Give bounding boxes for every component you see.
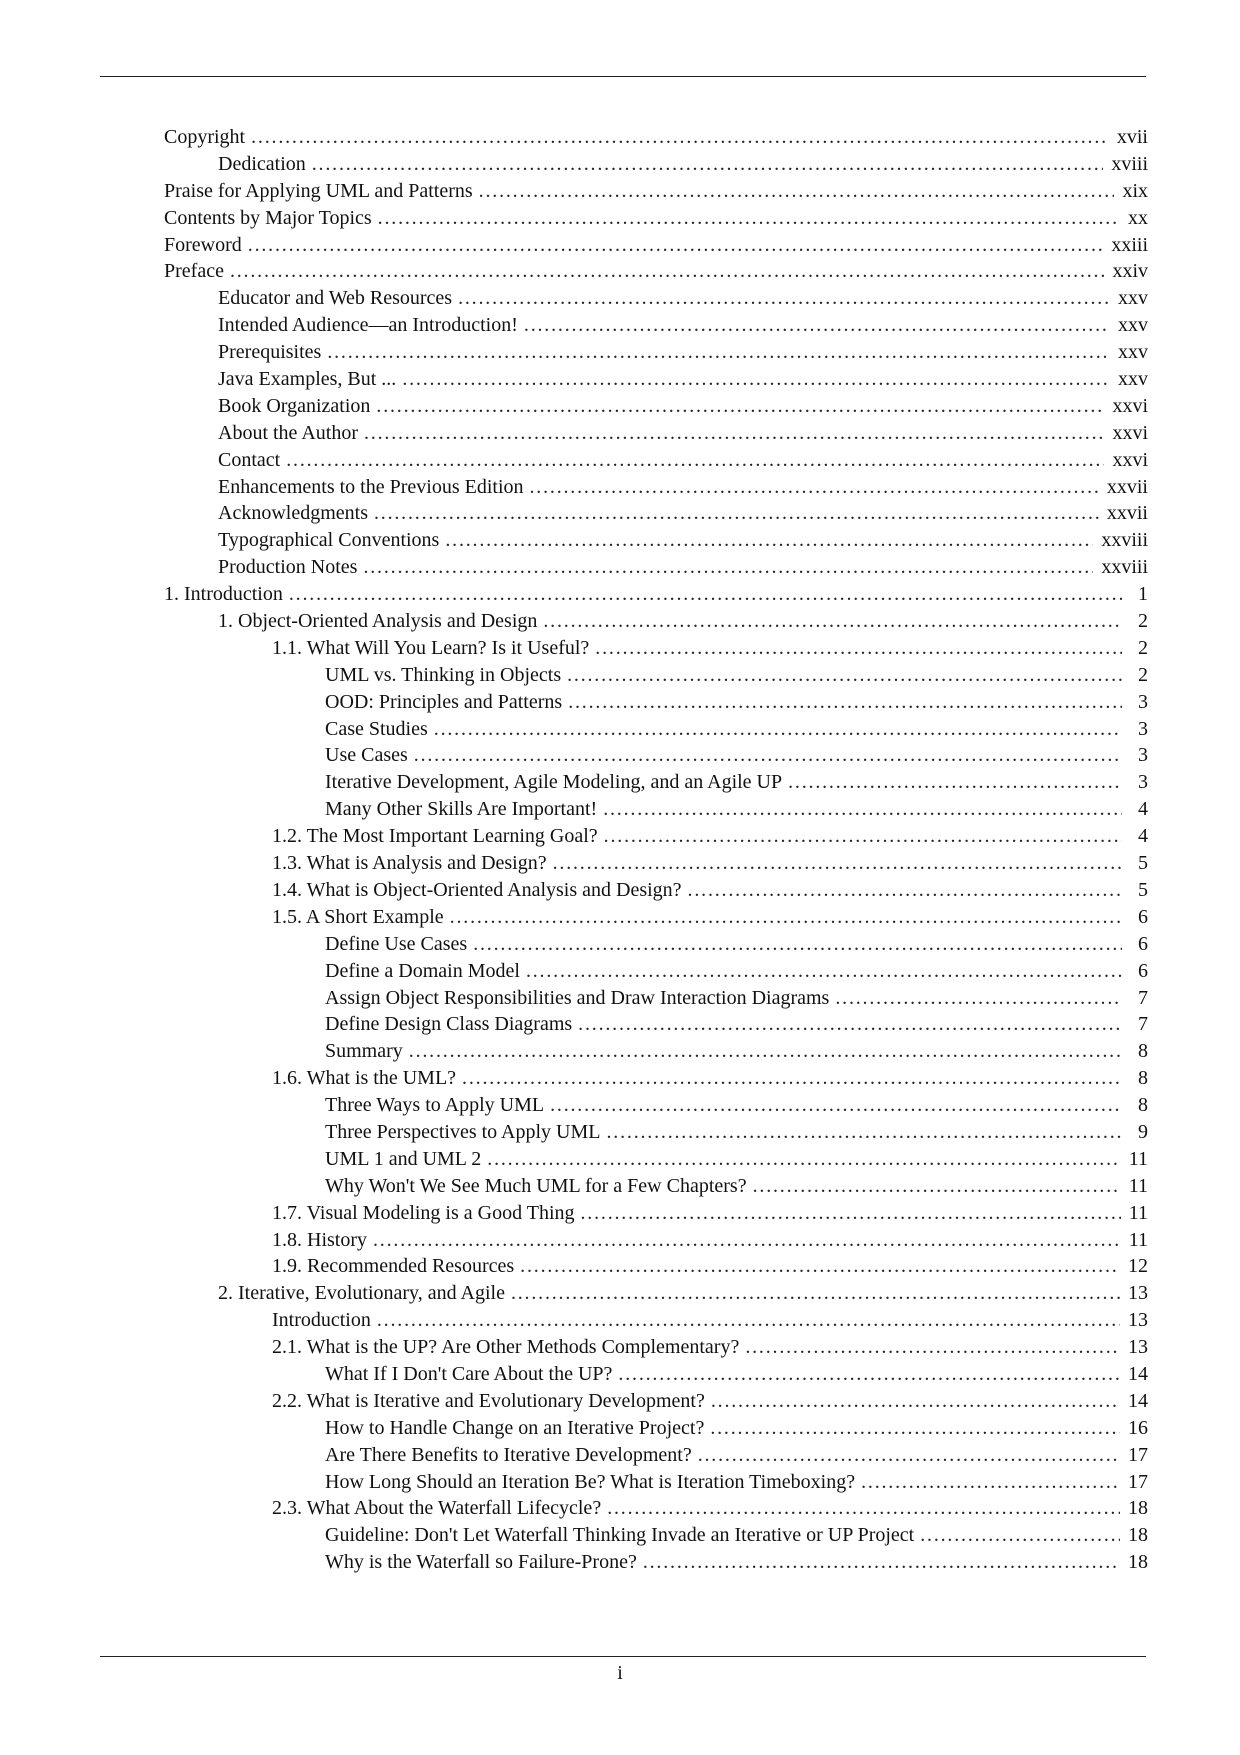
- toc-entry-page-number: 3: [1138, 744, 1148, 767]
- toc-entry-title: Contents by Major Topics: [164, 206, 372, 229]
- toc-entry[interactable]: [164, 769, 1148, 796]
- toc-entry-page-number: 8: [1138, 1040, 1148, 1063]
- toc-entry-title: Contact: [218, 448, 281, 471]
- toc-entry-page-number: 3: [1138, 717, 1148, 740]
- toc-entry[interactable]: [164, 1146, 1148, 1173]
- toc-entry[interactable]: [164, 178, 1148, 205]
- toc-entry-title: Production Notes: [218, 556, 358, 579]
- toc-entry[interactable]: [164, 931, 1148, 958]
- toc-entry-page-number: 11: [1128, 1147, 1148, 1170]
- toc-entry-page-number: 11: [1128, 1174, 1148, 1197]
- dot-leader: [567, 662, 1122, 689]
- dot-leader: [327, 339, 1110, 366]
- dot-leader: [753, 1173, 1121, 1200]
- toc-entry-title: Many Other Skills Are Important!: [325, 798, 598, 821]
- dot-leader: [553, 850, 1122, 877]
- toc-entry-title: Iterative Development, Agile Modeling, and an Agile UP: [325, 771, 783, 794]
- dot-leader: [487, 1146, 1120, 1173]
- toc-entry-page-number: 2: [1138, 610, 1148, 633]
- dot-leader: [511, 1280, 1120, 1307]
- dot-leader: [414, 742, 1122, 769]
- toc-entry-page-number: xxiii: [1111, 233, 1148, 256]
- toc-entry[interactable]: [164, 635, 1148, 662]
- toc-entry-title: 1.4. What is Object-Oriented Analysis and Design?: [272, 878, 682, 901]
- dot-leader: [458, 285, 1110, 312]
- toc-entry-page-number: 16: [1128, 1416, 1148, 1439]
- toc-entry-page-number: xxvi: [1112, 448, 1148, 471]
- dot-leader: [530, 474, 1099, 501]
- toc-entry[interactable]: [164, 1549, 1148, 1576]
- toc-entry-title: Three Ways to Apply UML: [325, 1094, 545, 1117]
- toc-entry-page-number: 5: [1138, 852, 1148, 875]
- toc-entry[interactable]: [164, 1469, 1148, 1496]
- toc-entry[interactable]: [164, 474, 1148, 501]
- page-number: i: [617, 1662, 623, 1684]
- toc-entry[interactable]: [164, 1065, 1148, 1092]
- toc-entry-page-number: xxvii: [1106, 502, 1148, 525]
- dot-leader: [835, 985, 1122, 1012]
- toc-entry-page-number: xxv: [1118, 341, 1148, 364]
- toc-entry[interactable]: [164, 823, 1148, 850]
- dot-leader: [312, 151, 1104, 178]
- toc-entry-title: UML 1 and UML 2: [325, 1147, 482, 1170]
- toc-entry[interactable]: [164, 447, 1148, 474]
- toc-entry-page-number: 4: [1138, 798, 1148, 821]
- toc-entry[interactable]: [164, 1334, 1148, 1361]
- toc-entry-page-number: 8: [1138, 1067, 1148, 1090]
- toc-entry-page-number: xxv: [1118, 314, 1148, 337]
- toc-entry[interactable]: [164, 850, 1148, 877]
- dot-leader: [402, 366, 1110, 393]
- toc-entry[interactable]: [164, 420, 1148, 447]
- toc-entry-page-number: 3: [1138, 771, 1148, 794]
- dot-leader: [618, 1361, 1120, 1388]
- toc-entry-title: Introduction: [272, 1309, 371, 1332]
- toc-entry-title: Preface: [164, 260, 224, 283]
- dot-leader: [568, 689, 1122, 716]
- toc-entry[interactable]: [164, 716, 1148, 743]
- toc-entry-title: 1.7. Visual Modeling is a Good Thing: [272, 1201, 575, 1224]
- toc-entry[interactable]: [164, 205, 1148, 232]
- toc-entry-title: Dedication: [218, 152, 306, 175]
- toc-entry-page-number: xxviii: [1101, 556, 1148, 579]
- dot-leader: [434, 716, 1122, 743]
- toc-entry-title: Are There Benefits to Iterative Development?: [325, 1443, 692, 1466]
- toc-entry-title: 1.2. The Most Important Learning Goal?: [272, 825, 598, 848]
- dot-leader: [378, 205, 1120, 232]
- toc-entry-title: 2.2. What is Iterative and Evolutionary Development?: [272, 1389, 705, 1412]
- dot-leader: [462, 1065, 1122, 1092]
- dot-leader: [248, 232, 1104, 259]
- toc-entry-page-number: xix: [1122, 179, 1148, 202]
- dot-leader: [595, 635, 1122, 662]
- toc-entry[interactable]: [164, 742, 1148, 769]
- toc-entry-page-number: xxv: [1118, 287, 1148, 310]
- toc-entry-title: Define a Domain Model: [325, 959, 520, 982]
- toc-entry[interactable]: [164, 689, 1148, 716]
- toc-entry[interactable]: [164, 285, 1148, 312]
- toc-entry-page-number: 18: [1128, 1497, 1148, 1520]
- toc-entry[interactable]: [164, 1307, 1148, 1334]
- toc-entry-title: Educator and Web Resources: [218, 287, 453, 310]
- toc-entry-page-number: xxviii: [1101, 529, 1148, 552]
- dot-leader: [520, 1253, 1120, 1280]
- toc-entry[interactable]: [164, 232, 1148, 259]
- toc-entry[interactable]: [164, 1038, 1148, 1065]
- toc-entry-title: Praise for Applying UML and Patterns: [164, 179, 473, 202]
- toc-entry-title: Why is the Waterfall so Failure-Prone?: [325, 1551, 637, 1574]
- toc-entry-page-number: 5: [1138, 878, 1148, 901]
- dot-leader: [377, 1307, 1120, 1334]
- toc-entry-title: 1.8. History: [272, 1228, 367, 1251]
- dot-leader: [788, 769, 1122, 796]
- toc-entry[interactable]: [164, 258, 1148, 285]
- dot-leader: [526, 958, 1122, 985]
- toc-entry[interactable]: [164, 796, 1148, 823]
- dot-leader: [251, 124, 1109, 151]
- toc-entry-title: 1.9. Recommended Resources: [272, 1255, 515, 1278]
- toc-entry-page-number: 18: [1128, 1551, 1148, 1574]
- toc-entry-page-number: 2: [1138, 663, 1148, 686]
- toc-entry-title: 1.3. What is Analysis and Design?: [272, 852, 547, 875]
- toc-entry-title: OOD: Principles and Patterns: [325, 690, 563, 713]
- toc-entry-title: Define Use Cases: [325, 932, 468, 955]
- toc-entry[interactable]: [164, 1415, 1148, 1442]
- toc-entry-title: Typographical Conventions: [218, 529, 440, 552]
- toc-entry[interactable]: [164, 527, 1148, 554]
- toc-entry[interactable]: [164, 904, 1148, 931]
- dot-leader: [374, 500, 1099, 527]
- toc-entry[interactable]: [164, 151, 1148, 178]
- dot-leader: [643, 1549, 1120, 1576]
- dot-leader: [688, 877, 1122, 904]
- toc-entry-page-number: 7: [1138, 1013, 1148, 1036]
- toc-entry-page-number: xvii: [1116, 126, 1148, 148]
- toc-entry-page-number: 13: [1128, 1309, 1148, 1332]
- dot-leader: [550, 1092, 1122, 1119]
- toc-entry[interactable]: [164, 312, 1148, 339]
- toc-entry-title: Acknowledgments: [218, 502, 368, 525]
- toc-entry-title: Define Design Class Diagrams: [325, 1013, 573, 1036]
- toc-entry-page-number: 9: [1138, 1120, 1148, 1143]
- toc-entry-page-number: 6: [1138, 932, 1148, 955]
- toc-entry[interactable]: [164, 366, 1148, 393]
- toc-entry-page-number: 4: [1138, 825, 1148, 848]
- toc-entry[interactable]: [164, 1119, 1148, 1146]
- toc-entry-title: Assign Object Responsibilities and Draw Interaction Diagrams: [325, 986, 830, 1009]
- toc-entry-page-number: 8: [1138, 1094, 1148, 1117]
- dot-leader: [711, 1388, 1120, 1415]
- toc-entry-title: 2.1. What is the UP? Are Other Methods Complementary?: [272, 1336, 740, 1359]
- toc-entry[interactable]: [164, 1092, 1148, 1119]
- toc-entry-page-number: 7: [1138, 986, 1148, 1009]
- dot-leader: [604, 823, 1122, 850]
- toc-entry-title: Enhancements to the Previous Edition: [218, 475, 524, 498]
- toc-entry[interactable]: [164, 393, 1148, 420]
- toc-entry-page-number: xxv: [1118, 368, 1148, 391]
- dot-leader: [286, 447, 1104, 474]
- toc-entry-title: Summary: [325, 1040, 403, 1063]
- toc-entry-page-number: xxiv: [1112, 260, 1148, 283]
- header-rule: [100, 76, 1146, 77]
- toc-entry-title: Why Won't We See Much UML for a Few Chapters?: [325, 1174, 747, 1197]
- dot-leader: [524, 312, 1110, 339]
- toc-entry-title: 1.6. What is the UML?: [272, 1067, 457, 1090]
- dot-leader: [543, 608, 1122, 635]
- toc-entry[interactable]: [164, 608, 1148, 635]
- dot-leader: [473, 931, 1122, 958]
- toc-entry[interactable]: [164, 877, 1148, 904]
- dot-leader: [578, 1011, 1122, 1038]
- toc-entry-page-number: 6: [1138, 959, 1148, 982]
- dot-leader: [745, 1334, 1120, 1361]
- dot-leader: [409, 1038, 1122, 1065]
- dot-leader: [920, 1522, 1120, 1549]
- dot-leader: [603, 796, 1122, 823]
- toc-entry-page-number: 2: [1138, 636, 1148, 659]
- toc-entry-title: Case Studies: [325, 717, 428, 740]
- toc-entry-page-number: xx: [1128, 206, 1148, 229]
- toc-entry[interactable]: [164, 958, 1148, 985]
- toc-entry-title: Three Perspectives to Apply UML: [325, 1120, 601, 1143]
- toc-entry-page-number: 6: [1138, 905, 1148, 928]
- toc-entry[interactable]: [164, 581, 1148, 608]
- dot-leader: [698, 1442, 1120, 1469]
- toc-entry-page-number: xxvi: [1112, 394, 1148, 417]
- toc-entry[interactable]: [164, 662, 1148, 689]
- toc-entry-title: 1. Object-Oriented Analysis and Design: [218, 610, 538, 633]
- toc-entry-page-number: 11: [1128, 1201, 1148, 1224]
- toc-entry[interactable]: [164, 554, 1148, 581]
- toc-entry-page-number: 14: [1128, 1389, 1148, 1412]
- toc-entry[interactable]: [164, 1361, 1148, 1388]
- toc-entry[interactable]: [164, 1173, 1148, 1200]
- dot-leader: [364, 420, 1104, 447]
- toc-entry-title: 1. Introduction: [164, 583, 283, 606]
- toc-entry-page-number: xxvi: [1112, 421, 1148, 444]
- toc-entry-title: Intended Audience—an Introduction!: [218, 314, 518, 337]
- dot-leader: [450, 904, 1122, 931]
- toc-entry-title: How Long Should an Iteration Be? What is Iteration Timeboxing?: [325, 1470, 856, 1493]
- toc-entry-title: 1.5. A Short Example: [272, 905, 444, 928]
- toc-entry-title: 2. Iterative, Evolutionary, and Agile: [218, 1282, 505, 1305]
- toc-entry[interactable]: [164, 339, 1148, 366]
- toc-entry[interactable]: [164, 1227, 1148, 1254]
- toc-entry-title: Guideline: Don't Let Waterfall Thinking Invade an Iterative or UP Project: [325, 1524, 915, 1547]
- dot-leader: [581, 1200, 1121, 1227]
- dot-leader: [861, 1469, 1120, 1496]
- dot-leader: [376, 393, 1104, 420]
- toc-entry-page-number: 1: [1138, 583, 1148, 606]
- toc-entry[interactable]: [164, 1200, 1148, 1227]
- dot-leader: [373, 1227, 1121, 1254]
- toc-entry-title: About the Author: [218, 421, 358, 444]
- dot-leader: [230, 258, 1104, 285]
- toc-entry-page-number: 13: [1128, 1282, 1148, 1305]
- footer-rule: [100, 1656, 1146, 1657]
- toc-entry-title: Book Organization: [218, 394, 371, 417]
- toc-entry-title: 1.1. What Will You Learn? Is it Useful?: [272, 636, 590, 659]
- dot-leader: [710, 1415, 1120, 1442]
- toc-entry[interactable]: [164, 500, 1148, 527]
- toc-entry[interactable]: [164, 985, 1148, 1012]
- toc-entry-page-number: 12: [1128, 1255, 1148, 1278]
- toc-entry-page-number: 3: [1138, 690, 1148, 713]
- dot-leader: [479, 178, 1115, 205]
- toc-entry-page-number: 18: [1128, 1524, 1148, 1547]
- toc-entry[interactable]: [164, 1388, 1148, 1415]
- toc-entry[interactable]: [164, 1280, 1148, 1307]
- dot-leader: [445, 527, 1093, 554]
- dot-leader: [607, 1119, 1123, 1146]
- toc-entry-title: How to Handle Change on an Iterative Project?: [325, 1416, 705, 1439]
- toc-entry-title: Copyright: [164, 126, 246, 148]
- toc-entry-page-number: xviii: [1111, 152, 1148, 175]
- toc-entry[interactable]: [164, 1442, 1148, 1469]
- toc-entry-title: What If I Don't Care About the UP?: [325, 1362, 613, 1385]
- toc-entry-page-number: 17: [1128, 1443, 1148, 1466]
- dot-leader: [289, 581, 1122, 608]
- toc-entry[interactable]: [164, 124, 1148, 151]
- toc-entry[interactable]: [164, 1011, 1148, 1038]
- toc-entry[interactable]: [164, 1522, 1148, 1549]
- table-of-contents: [164, 124, 1148, 1576]
- toc-entry-title: Java Examples, But ...: [218, 368, 397, 391]
- toc-entry-page-number: 11: [1128, 1228, 1148, 1251]
- toc-entry[interactable]: [164, 1495, 1148, 1522]
- toc-entry-title: 2.3. What About the Waterfall Lifecycle?: [272, 1497, 602, 1520]
- dot-leader: [607, 1495, 1120, 1522]
- toc-entry-page-number: 17: [1128, 1470, 1148, 1493]
- toc-entry-title: Foreword: [164, 233, 242, 256]
- toc-entry-page-number: 13: [1128, 1336, 1148, 1359]
- dot-leader: [363, 554, 1093, 581]
- toc-entry-title: UML vs. Thinking in Objects: [325, 663, 562, 686]
- toc-entry-page-number: 14: [1128, 1362, 1148, 1385]
- toc-entry-page-number: xxvii: [1106, 475, 1148, 498]
- toc-entry[interactable]: [164, 1253, 1148, 1280]
- toc-entry-title: Use Cases: [325, 744, 408, 767]
- toc-entry-title: Prerequisites: [218, 341, 322, 364]
